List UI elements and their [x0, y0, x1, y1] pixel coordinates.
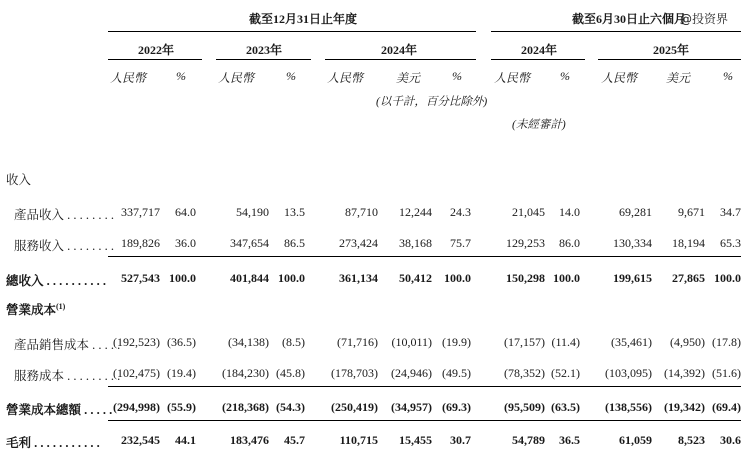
row-label-total-cost: 營業成本總額 . . . . . [6, 403, 113, 417]
row-label-product-cost: 產品銷售成本 . . . . . [14, 338, 121, 352]
pct-label: % [452, 69, 462, 83]
footnote-marker: (1) [56, 301, 66, 311]
row-label-cost-of-revenue [6, 300, 65, 318]
table-cell: 150,298 [506, 271, 545, 285]
rmb-label: 人民幣 [110, 71, 147, 85]
subtotal-rule-revenue [108, 256, 741, 257]
table-cell: (52.1) [551, 366, 580, 380]
table-cell: 527,543 [121, 271, 160, 285]
table-cell: 34.7 [720, 205, 741, 219]
table-cell: 199,615 [613, 271, 652, 285]
table-cell: 110,715 [339, 433, 378, 447]
table-cell: 189,826 [121, 236, 160, 250]
row-label-revenue: 收入 [6, 173, 32, 187]
table-cell: 100.0 [169, 271, 196, 285]
table-cell: (19,342) [664, 400, 705, 414]
usd-label: 美元 [396, 71, 421, 85]
table-cell: (102,475) [113, 366, 160, 380]
table-cell: (10,011) [391, 335, 432, 349]
rmb-label: 人民幣 [494, 71, 531, 85]
table-cell: 24.3 [450, 205, 471, 219]
table-cell: 232,545 [121, 433, 160, 447]
table-cell: (184,230) [222, 366, 269, 380]
table-cell: (17.8) [712, 335, 741, 349]
table-cell: 401,844 [230, 271, 269, 285]
table-cell: 54,190 [236, 205, 269, 219]
year-rule-2024 [325, 59, 476, 60]
table-cell: 129,253 [506, 236, 545, 250]
row-label-gross-profit: 毛利 . . . . . . . . . . . [6, 436, 100, 450]
table-cell: 50,412 [399, 271, 432, 285]
year-2024: 2024年 [381, 43, 418, 57]
table-cell: 69,281 [619, 205, 652, 219]
year-rule-2025-interim [598, 59, 741, 60]
annual-period-header: 截至12月31日止年度 [249, 12, 358, 26]
table-cell: (250,419) [331, 400, 378, 414]
table-cell: 61,059 [619, 433, 652, 447]
table-cell: 273,424 [339, 236, 378, 250]
table-cell: 9,671 [678, 205, 705, 219]
table-cell: 64.0 [175, 205, 196, 219]
table-cell: (11.4) [551, 335, 580, 349]
table-cell: 86.0 [559, 236, 580, 250]
table-cell: (34,138) [228, 335, 269, 349]
year-rule-2024-interim [491, 59, 585, 60]
table-cell: 86.5 [284, 236, 305, 250]
table-cell: 30.6 [720, 433, 741, 447]
table-cell: 347,654 [230, 236, 269, 250]
usd-label: 美元 [666, 71, 691, 85]
table-cell: (71,716) [337, 335, 378, 349]
year-rule-2022 [108, 59, 202, 60]
table-cell: (35,461) [611, 335, 652, 349]
pct-label: % [286, 69, 296, 83]
rmb-label: 人民幣 [327, 71, 364, 85]
table-cell: 15,455 [399, 433, 432, 447]
table-cell: (49.5) [442, 366, 471, 380]
table-cell: 54,789 [512, 433, 545, 447]
table-cell: 27,865 [672, 271, 705, 285]
row-label-product-revenue: 產品收入 . . . . . . . . [14, 208, 115, 222]
table-cell: 100.0 [278, 271, 305, 285]
table-cell: (138,556) [605, 400, 652, 414]
table-cell: 30.7 [450, 433, 471, 447]
table-cell: (294,998) [113, 400, 160, 414]
table-cell: (34,957) [391, 400, 432, 414]
table-cell: (19.4) [167, 366, 196, 380]
table-cell: 13.5 [284, 205, 305, 219]
table-cell: 87,710 [345, 205, 378, 219]
table-cell: (95,509) [504, 400, 545, 414]
year-rule-2023 [216, 59, 311, 60]
watermark: @投资界 [680, 12, 729, 26]
table-cell: (55.9) [167, 400, 196, 414]
table-cell: (69.3) [442, 400, 471, 414]
table-cell: (24,946) [391, 366, 432, 380]
table-cell: (17,157) [504, 335, 545, 349]
row-label-cost-of-revenue-text: 營業成本 [6, 303, 57, 317]
rmb-label: 人民幣 [601, 71, 638, 85]
table-cell: (78,352) [504, 366, 545, 380]
table-cell: (14,392) [664, 366, 705, 380]
year-2024-interim: 2024年 [521, 43, 558, 57]
table-cell: 100.0 [444, 271, 471, 285]
year-2023: 2023年 [246, 43, 283, 57]
table-cell: 21,045 [512, 205, 545, 219]
table-cell: (63.5) [551, 400, 580, 414]
table-cell: (54.3) [276, 400, 305, 414]
table-cell: (178,703) [331, 366, 378, 380]
interim-period-header: 截至6月30日止六個月 [572, 12, 687, 26]
year-2022: 2022年 [138, 43, 175, 57]
table-cell: 337,717 [121, 205, 160, 219]
table-cell: 183,476 [230, 433, 269, 447]
pct-label: % [560, 69, 570, 83]
pct-label: % [723, 69, 733, 83]
table-cell: 36.5 [559, 433, 580, 447]
table-cell: (218,368) [222, 400, 269, 414]
table-cell: 44.1 [175, 433, 196, 447]
table-cell: 100.0 [553, 271, 580, 285]
interim-header-rule [491, 31, 741, 32]
table-cell: (8.5) [282, 335, 305, 349]
subtotal-rule-cost [108, 386, 741, 387]
table-cell: (19.9) [442, 335, 471, 349]
table-cell: (36.5) [167, 335, 196, 349]
table-cell: (45.8) [276, 366, 305, 380]
row-label-service-revenue: 服務收入 . . . . . . . . [14, 239, 115, 253]
table-cell: 75.7 [450, 236, 471, 250]
annual-header-rule [108, 31, 476, 32]
row-label-service-cost: 服務成本 . . . . . . . . . [14, 369, 121, 383]
table-cell: 45.7 [284, 433, 305, 447]
table-cell: (4,950) [670, 335, 705, 349]
row-label-total-revenue: 總收入 . . . . . . . . . . [6, 274, 107, 288]
table-cell: (103,095) [605, 366, 652, 380]
total-rule-top [108, 420, 741, 421]
table-cell: 38,168 [399, 236, 432, 250]
table-cell: (192,523) [113, 335, 160, 349]
year-2025-interim: 2025年 [653, 43, 690, 57]
table-cell: 65.3 [720, 236, 741, 250]
table-cell: 130,334 [613, 236, 652, 250]
table-cell: 100.0 [714, 271, 741, 285]
table-cell: (69.4) [712, 400, 741, 414]
rmb-label: 人民幣 [218, 71, 255, 85]
pct-label: % [176, 69, 186, 83]
table-cell: 12,244 [399, 205, 432, 219]
table-cell: 361,134 [339, 271, 378, 285]
table-cell: 8,523 [678, 433, 705, 447]
thousands-note: (以千計，百分比除外) [376, 96, 488, 108]
table-cell: 14.0 [559, 205, 580, 219]
table-cell: (51.6) [712, 366, 741, 380]
table-cell: 18,194 [672, 236, 705, 250]
table-cell: 36.0 [175, 236, 196, 250]
unaudited-note: (未經審計) [512, 119, 566, 131]
